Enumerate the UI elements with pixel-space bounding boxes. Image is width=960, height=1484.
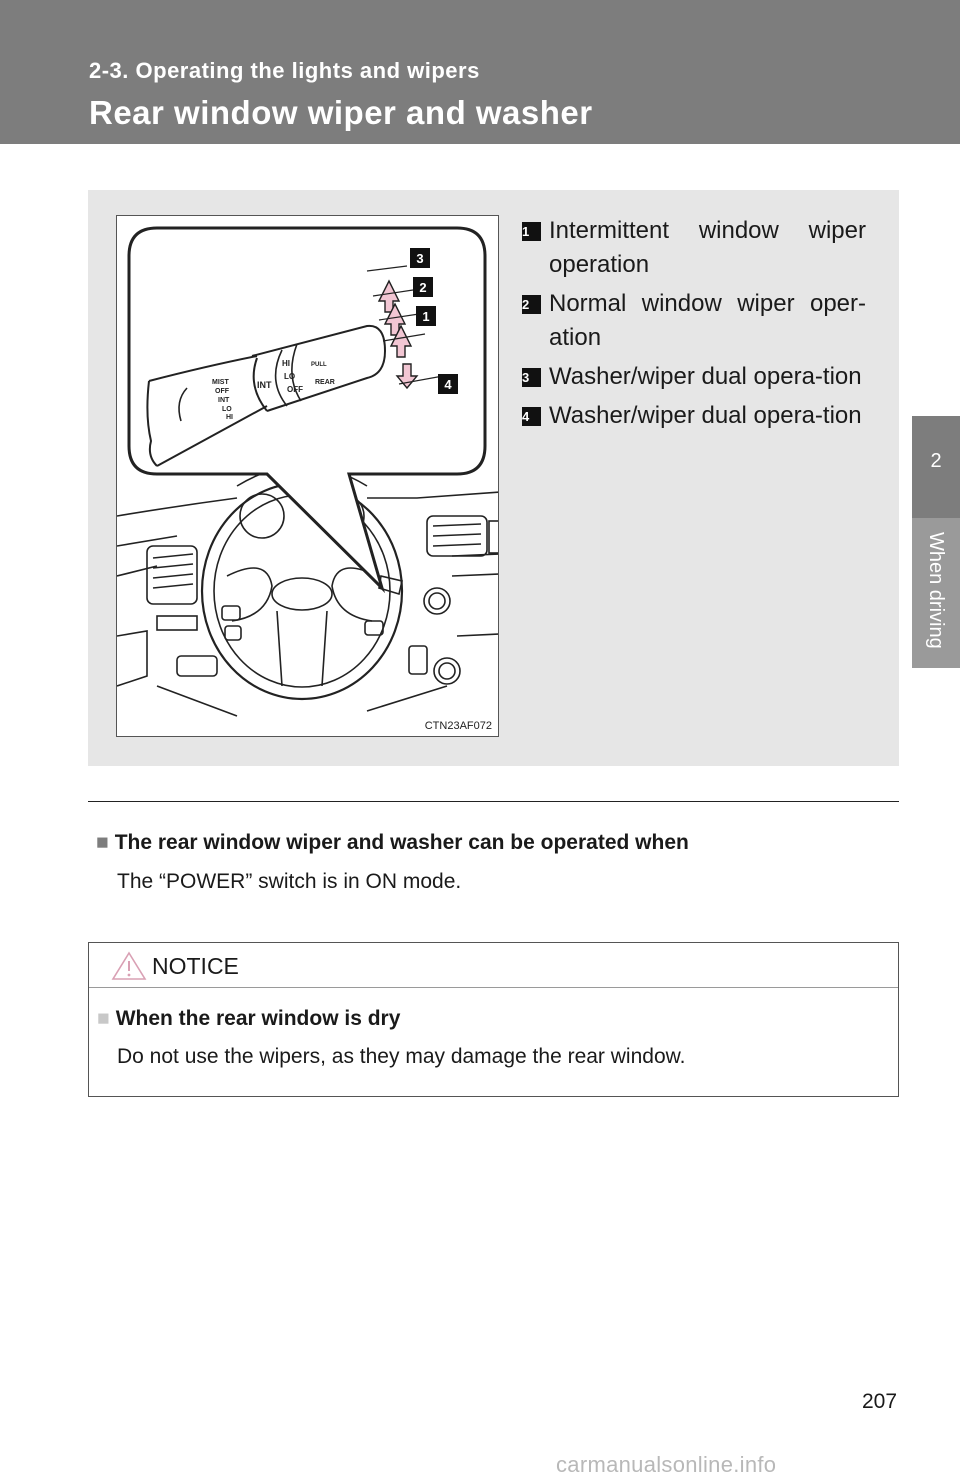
warning-triangle-icon	[111, 951, 147, 981]
chapter-tab-number: 2	[930, 450, 942, 472]
legend-text: Washer/wiper dual opera-tion	[549, 363, 862, 390]
lever-label-pull: PULL	[311, 362, 327, 368]
legend-list	[522, 214, 866, 438]
lever-label-rear: REAR	[315, 379, 335, 386]
lever-label-hi-ring: HI	[282, 359, 290, 368]
callout-1: 1	[422, 309, 430, 324]
lever-label-int: INT	[218, 397, 230, 404]
page-number: 207	[862, 1390, 898, 1413]
notice-subheading	[97, 1007, 400, 1031]
legend-text: Normal window wiper oper-ation	[549, 290, 866, 351]
legend-number-badge: 2	[522, 295, 541, 314]
legend-text: Washer/wiper dual opera-tion	[549, 402, 862, 429]
callout-4: 4	[444, 377, 452, 392]
notice-header	[89, 943, 898, 988]
callout-2: 2	[419, 280, 427, 295]
lever-label-hi: HI	[226, 414, 233, 421]
notice-box	[88, 942, 899, 1097]
lever-label-lo-ring: LO	[284, 372, 296, 381]
notice-title: NOTICE	[152, 953, 239, 979]
legend-item	[522, 399, 866, 433]
watermark: carmanualsonline.info	[556, 1452, 777, 1477]
wiper-lever-illustration	[116, 215, 499, 737]
section-label: 2-3. Operating the lights and wipers	[89, 58, 480, 83]
lever-label-int-ring: INT	[257, 380, 272, 390]
legend-number-badge: 4	[522, 407, 541, 426]
bullet-square-icon: ■	[97, 1007, 110, 1030]
condition-heading-text: The rear window wiper and washer can be operated when	[114, 831, 689, 854]
condition-heading	[96, 831, 689, 855]
callout-3: 3	[416, 251, 424, 266]
legend-number-badge: 3	[522, 368, 541, 387]
bullet-square-icon: ■	[96, 831, 109, 854]
chapter-tab-label: When driving	[925, 532, 947, 649]
condition-body: The “POWER” switch is in ON mode.	[117, 870, 462, 893]
figure-code: CTN23AF072	[424, 720, 492, 732]
notice-text: Do not use the wipers, as they may damage the rear window.	[117, 1045, 686, 1068]
legend-number-badge: 1	[522, 222, 541, 241]
lever-label-lo: LO	[222, 406, 232, 413]
legend-item	[522, 287, 866, 355]
notice-subheading-text: When the rear window is dry	[115, 1007, 401, 1030]
legend-item	[522, 214, 866, 282]
legend-text: Intermittent window wiper operation	[549, 217, 866, 278]
lever-label-off-ring: OFF	[287, 385, 303, 394]
lever-label-off: OFF	[215, 388, 229, 395]
legend-item	[522, 360, 866, 394]
lever-label-mist: MIST	[212, 379, 229, 386]
section-divider	[88, 801, 899, 802]
dashboard-drawing	[117, 216, 499, 737]
page-title: Rear window wiper and washer	[89, 94, 593, 131]
